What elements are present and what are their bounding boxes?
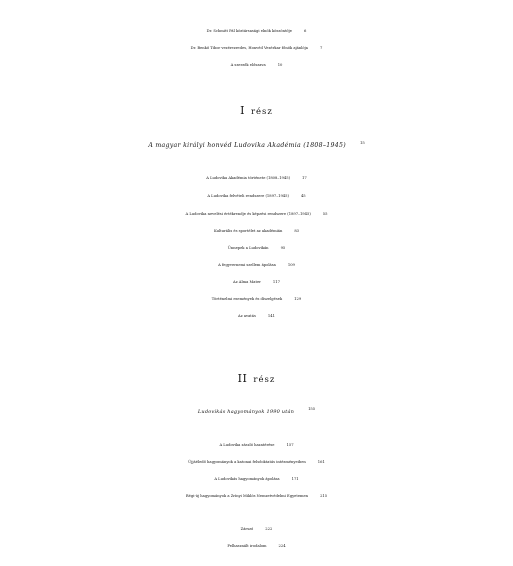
entry-page: 222: [265, 527, 273, 531]
entry-page: 109: [287, 263, 295, 267]
entry-title: Történelmi események és díszelgések: [211, 297, 283, 301]
entry-title: Dr. Benkő Tibor vezérezredes, Honvéd Vezérkar főnök ajánlója: [190, 46, 308, 50]
toc-entry: [0, 54, 513, 73]
entry-title: Újjáéledő hagyományok a katonai felsőoktatás intézményeiben: [188, 460, 306, 464]
entry-title: A Ludovika zászló hazatérése: [219, 443, 275, 447]
entry-title: A Ludovika felvételi rendszere (1897–1945): [207, 194, 289, 198]
part-word: rész: [250, 107, 273, 117]
entry-title: Zárszó: [240, 527, 254, 531]
entry-title: A Ludovika Akadémia története (1808–1945): [206, 176, 291, 180]
entry-title: A Ludovika nevelési értékrendje és képzési rendszere (1897–1945): [185, 212, 311, 216]
entry-page: 45: [300, 194, 306, 198]
entry-page: 95: [280, 246, 286, 250]
entry-page: 141: [267, 314, 275, 318]
part-title-text: Ludovikás hagyományok 1990 után: [197, 409, 295, 415]
entry-page: 224: [278, 544, 286, 548]
entry-page: 161: [317, 460, 325, 464]
part-title: [0, 394, 513, 426]
part-word: rész: [253, 375, 276, 385]
part-label: [0, 104, 513, 119]
toc-entry: [0, 485, 513, 504]
entry-title: Kulturális és sportélet az akadémián: [213, 229, 283, 233]
entry-page: 55: [322, 212, 328, 216]
entry-title: A Ludovikás hagyományok ápolása: [214, 477, 280, 481]
toc-entry: [0, 167, 513, 186]
entry-page: 7: [319, 46, 323, 50]
part-page: 155: [308, 406, 316, 411]
entry-page: 129: [294, 297, 302, 301]
toc-entry: [0, 305, 513, 324]
entry-title: Régi-új hagyományok a Zrínyi Miklós Nemzetvédelmi Egyetemen: [185, 494, 309, 498]
part-numeral: II: [237, 372, 248, 385]
entry-page: 215: [320, 494, 328, 498]
entry-page: 6: [303, 29, 307, 33]
entry-page: 117: [272, 280, 280, 284]
part-title: [0, 128, 513, 160]
entry-title: Az Alma Mater: [233, 280, 261, 284]
entry-title: Dr. Schmitt Pál köztársasági elnök köszöntője: [206, 29, 292, 33]
entry-title: A szerzők előszava: [230, 63, 266, 67]
entry-title: Az avatás: [238, 314, 256, 318]
part-numeral: I: [240, 104, 245, 117]
entry-page: 17: [302, 176, 307, 180]
entry-page: 10: [277, 63, 283, 67]
entry-page: 157: [286, 443, 294, 447]
toc-entry: [0, 535, 513, 554]
entry-page: 83: [294, 229, 300, 233]
part-label: [0, 372, 513, 387]
toc-entry: [0, 185, 513, 204]
part-title-text: A magyar királyi honvéd Ludovika Akadémia (1808–1945): [148, 142, 346, 149]
entry-title: Felhasznált irodalom: [227, 544, 267, 548]
entry-page: 171: [291, 477, 299, 481]
entry-title: A fegyvernemi szellem ápolása: [218, 263, 276, 267]
part-page: 15: [359, 140, 365, 145]
entry-title: Ünnepek a Ludovikán: [227, 246, 269, 250]
